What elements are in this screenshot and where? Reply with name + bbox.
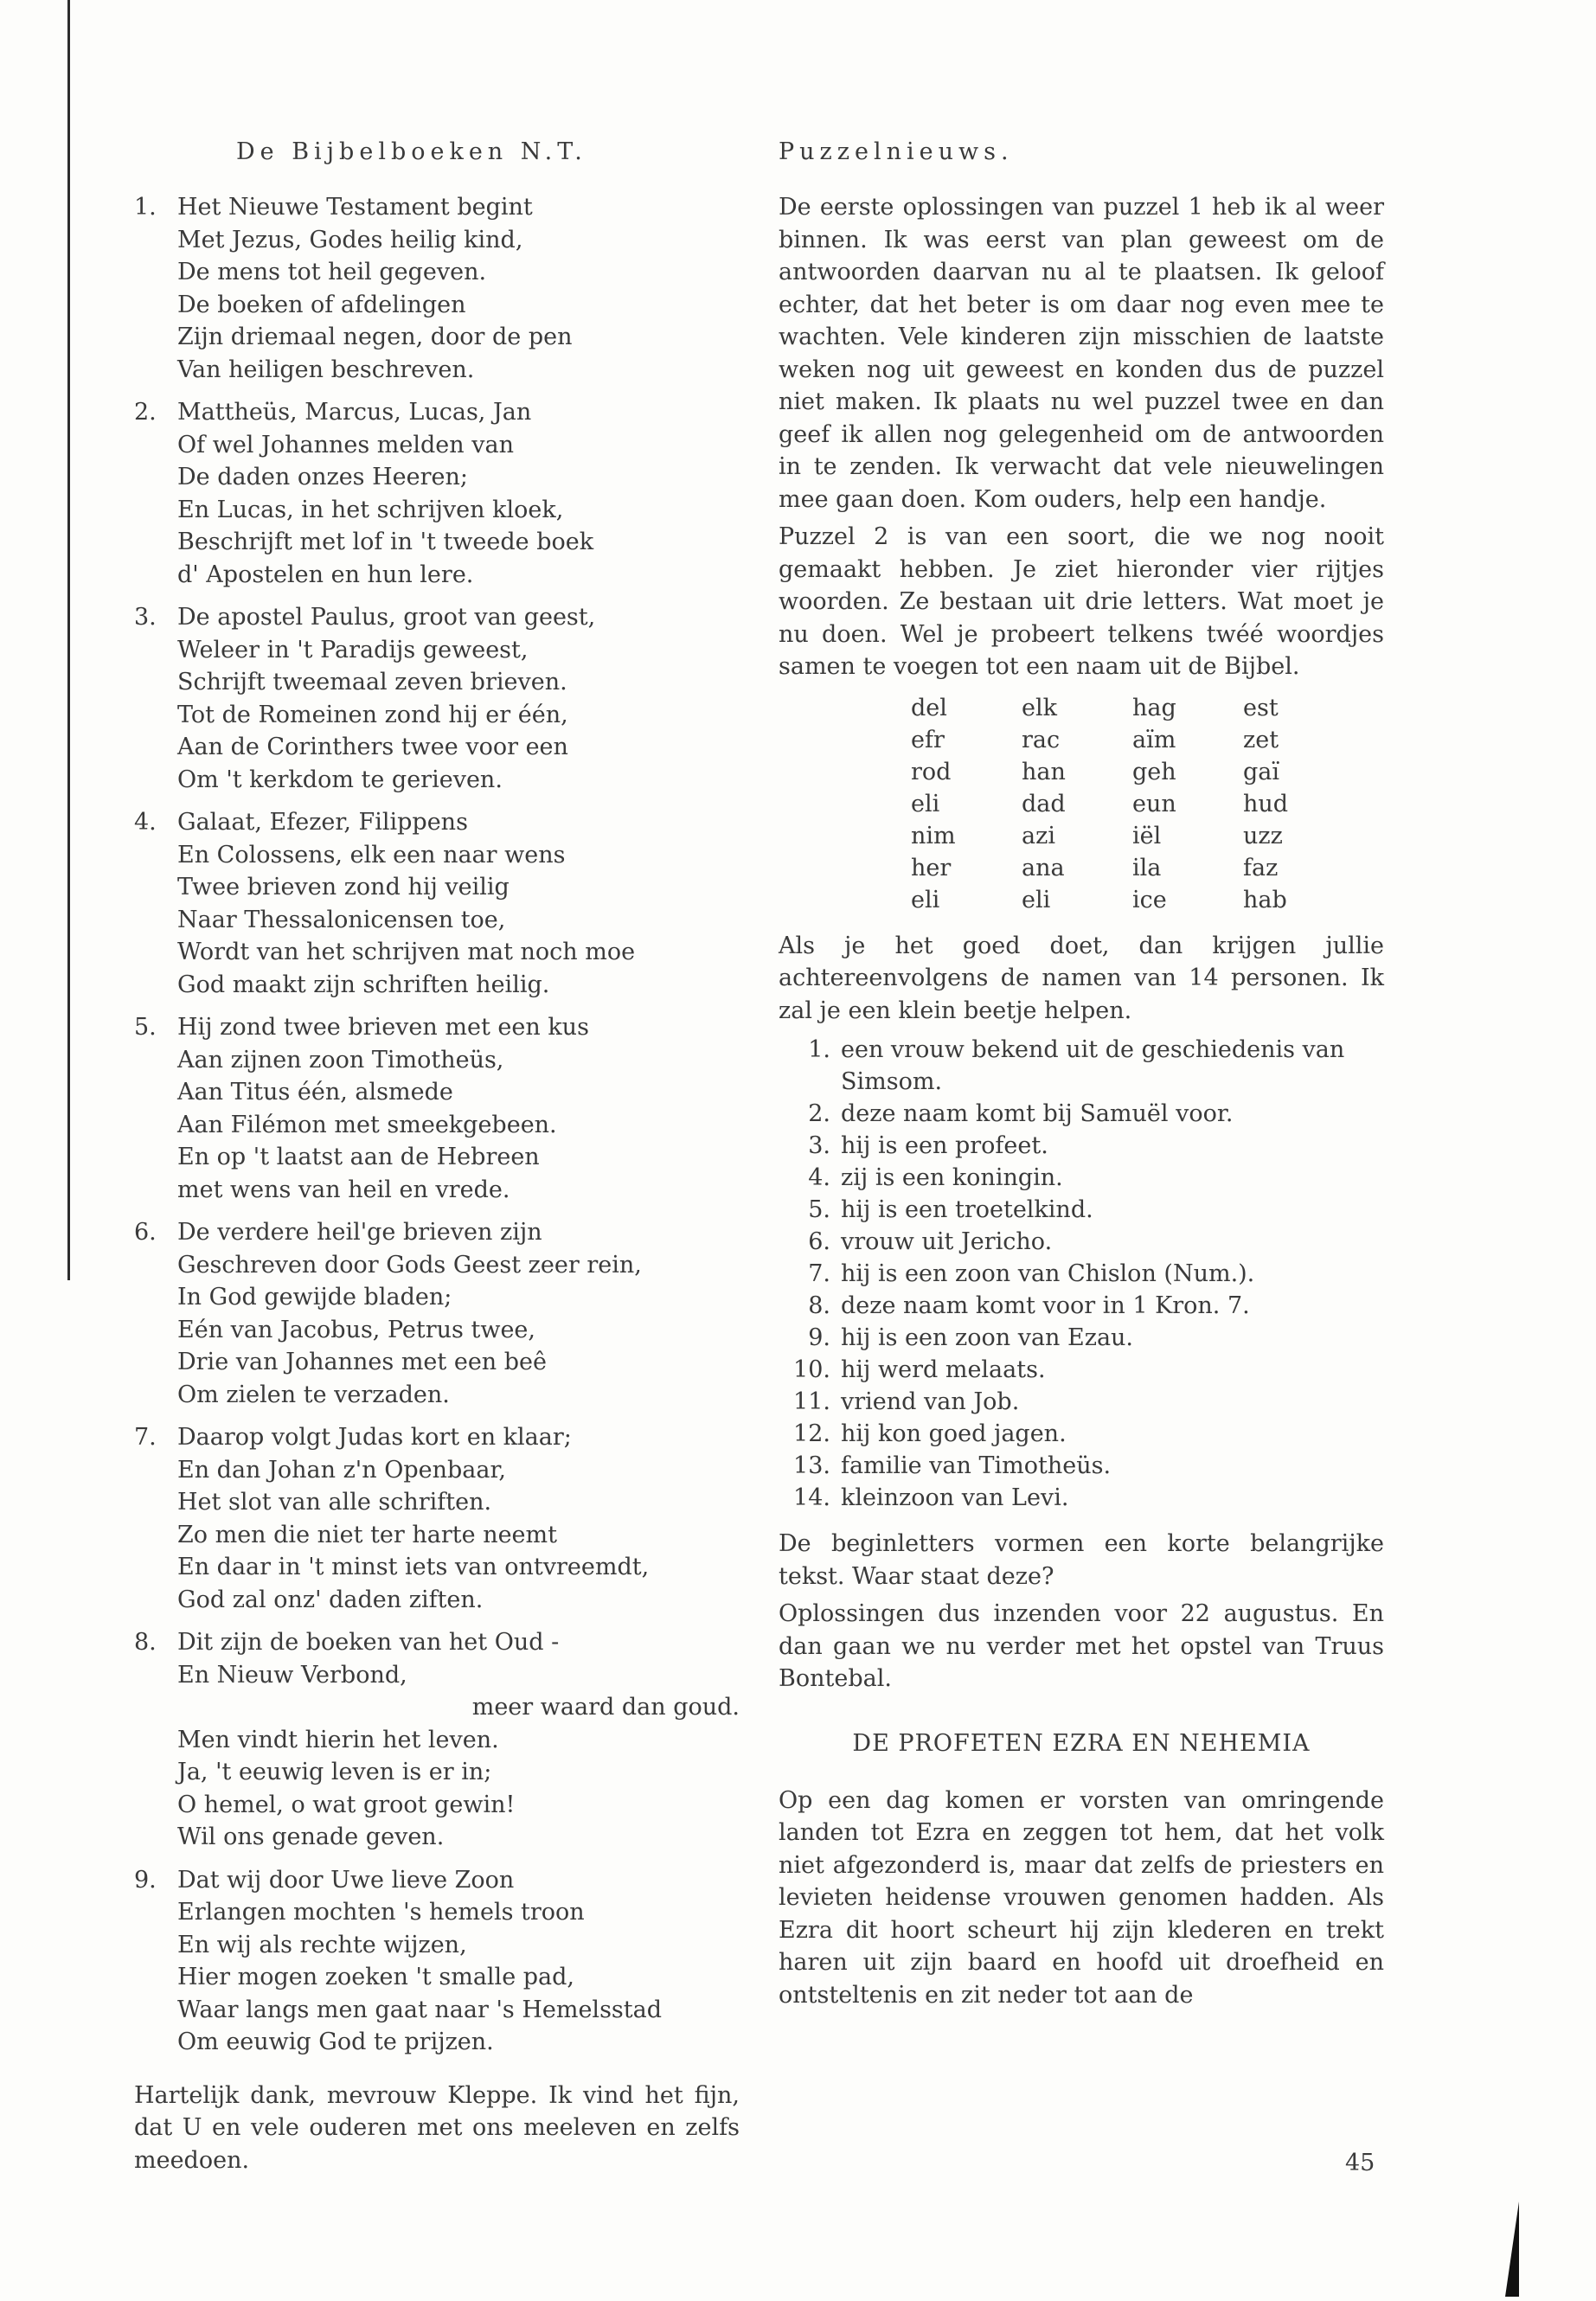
word-cell: eli <box>1022 886 1051 913</box>
verse-line: En Nieuw Verbond, <box>177 1661 407 1689</box>
stanza <box>134 1421 740 1616</box>
verse-line: Om 't kerkdom te gerieven. <box>177 766 503 793</box>
stanza <box>134 1216 740 1411</box>
verse-line: Hier mogen zoeken 't smalle pad, <box>177 1964 574 1990</box>
word-cell: hud <box>1243 790 1289 817</box>
word-cell: rod <box>911 758 952 785</box>
word-row <box>904 820 1347 852</box>
word-cell: aïm <box>1132 726 1176 753</box>
verse-line: En Colossens, elk een naar wens <box>177 841 566 868</box>
clue-number: 7. <box>808 1260 830 1287</box>
stanza-number: 8. <box>134 1629 157 1656</box>
verse-line: Mattheüs, Marcus, Lucas, Jan <box>177 399 532 426</box>
clue-item <box>779 1354 1384 1386</box>
verse-line: Galaat, Efezer, Filippens <box>177 809 468 836</box>
verse-line: Aan zijnen zoon Timotheüs, <box>177 1046 504 1074</box>
verse-line: Van heiligen beschreven. <box>177 356 475 383</box>
clue-number: 2. <box>808 1100 830 1127</box>
word-cell: nim <box>911 822 956 849</box>
word-row <box>904 852 1347 884</box>
clue-text: deze naam komt bij Samuël voor. <box>841 1100 1234 1127</box>
verse-line: d' Apostelen en hun lere. <box>177 561 474 588</box>
stanza-number: 7. <box>134 1424 157 1451</box>
verse-line: God zal onz' daden ziften. <box>177 1586 484 1613</box>
verse-line: meer waard dan goud. <box>471 1694 740 1721</box>
verse-line: Tot de Romeinen zond hij er één, <box>177 701 568 728</box>
verse-line: En Lucas, in het schrijven kloek, <box>177 496 564 523</box>
word-row <box>904 788 1347 820</box>
verse-line: Geschreven door Gods Geest zeer rein, <box>177 1251 642 1279</box>
clue-number: 3. <box>808 1132 830 1159</box>
verse-line: Wil ons genade geven. <box>177 1823 445 1850</box>
clue-item <box>779 1386 1384 1418</box>
word-table <box>904 692 1347 916</box>
clue-text: familie van Timotheüs. <box>841 1452 1112 1479</box>
word-cell: eun <box>1132 790 1176 817</box>
word-cell: efr <box>911 726 945 753</box>
word-cell: hab <box>1243 886 1287 913</box>
verse-line: Aan de Corinthers twee voor een <box>177 734 568 760</box>
clue-number: 6. <box>808 1228 830 1255</box>
clue-number: 14. <box>793 1484 830 1511</box>
word-cell: ila <box>1132 854 1162 881</box>
verse-line: O hemel, o wat groot gewin! <box>177 1791 516 1818</box>
clue-number: 4. <box>808 1164 830 1191</box>
verse-line: Beschrijft met lof in 't tweede boek <box>177 529 594 555</box>
verse-line: Ja, 't eeuwig leven is er in; <box>177 1759 492 1785</box>
verse-line: De daden onzes Heeren; <box>177 464 468 490</box>
stanza <box>134 1626 740 1854</box>
paragraph: Oplossingen dus inzenden voor 22 augustus. En dan gaan we nu verder met het opstel van Truus Bontebal. <box>779 1600 1384 1692</box>
word-cell: iël <box>1132 822 1162 849</box>
clue-list <box>779 1034 1384 1514</box>
margin-rule <box>67 0 70 1280</box>
stanza-number: 9. <box>134 1866 157 1894</box>
verse-line: Zijn driemaal negen, door de pen <box>177 324 573 350</box>
stanza <box>134 191 740 386</box>
verse-line: Wordt van het schrijven mat noch moe <box>177 939 636 965</box>
word-cell: azi <box>1022 822 1055 849</box>
closing-paragraph: Hartelijk dank, mevrouw Kleppe. Ik vind het fijn, dat U en vele ouderen met ons meeleven en zelfs meedoen. <box>134 2081 740 2174</box>
verse-line: God maakt zijn schriften heilig. <box>177 971 550 998</box>
clue-number: 8. <box>808 1292 830 1319</box>
verse-line: Aan Titus één, alsmede <box>177 1079 453 1106</box>
clue-item <box>779 1034 1384 1098</box>
puzzle-heading: Puzzelnieuws. <box>779 138 1014 165</box>
clue-number: 12. <box>793 1420 830 1447</box>
verse-line: Erlangen mochten 's hemels troon <box>177 1899 585 1926</box>
stanza-number: 3. <box>134 604 157 631</box>
word-row <box>904 692 1347 724</box>
word-cell: rac <box>1022 726 1061 753</box>
clue-number: 9. <box>808 1324 830 1351</box>
word-cell: gaï <box>1243 758 1280 785</box>
clue-number: 10. <box>793 1356 830 1383</box>
word-cell: faz <box>1243 854 1279 881</box>
verse-line: En op 't laatst aan de Hebreen <box>177 1144 540 1170</box>
clue-text: hij kon goed jagen. <box>841 1420 1067 1447</box>
verse-line: Eén van Jacobus, Petrus twee, <box>177 1316 535 1343</box>
clue-item <box>779 1482 1384 1514</box>
verse-line: In God gewijde bladen; <box>177 1284 452 1311</box>
verse-line: En wij als rechte wijzen, <box>177 1931 467 1958</box>
verse-line: En daar in 't minst iets van ontvreemdt, <box>177 1554 650 1580</box>
clue-item <box>779 1418 1384 1450</box>
clue-item <box>779 1258 1384 1290</box>
word-cell: geh <box>1132 758 1176 785</box>
stanza-number: 1. <box>134 194 157 221</box>
stanza <box>134 396 740 591</box>
page-number: 45 <box>1345 2150 1375 2176</box>
verse-line: Met Jezus, Godes heilig kind, <box>177 226 523 253</box>
word-row <box>904 756 1347 788</box>
verse-line: De apostel Paulus, groot van geest, <box>177 604 596 631</box>
word-cell: han <box>1022 758 1066 785</box>
clue-item <box>779 1162 1384 1194</box>
corner-mark <box>1505 2202 1519 2297</box>
word-cell: elk <box>1022 694 1057 721</box>
clue-number: 13. <box>793 1452 830 1479</box>
verse-line: Om zielen te verzaden. <box>177 1381 450 1408</box>
right-column <box>779 138 1384 2016</box>
verse-line: Aan Filémon met smeekgebeen. <box>177 1111 557 1138</box>
word-cell: ice <box>1132 886 1167 913</box>
verse-line: De mens tot heil gegeven. <box>177 259 487 285</box>
word-cell: zet <box>1243 726 1279 753</box>
verse-line: Zo men die niet ter harte neemt <box>177 1521 557 1548</box>
clue-text: een vrouw bekend uit de geschiedenis van Simsom. <box>841 1036 1345 1095</box>
clue-text: zij is een koningin. <box>841 1164 1063 1191</box>
stanza <box>134 806 740 1001</box>
stanza <box>134 1864 740 2059</box>
verse-line: Dit zijn de boeken van het Oud - <box>177 1629 560 1656</box>
clue-text: hij is een troetelkind. <box>841 1196 1093 1223</box>
left-column <box>134 138 740 2182</box>
word-row <box>904 884 1347 916</box>
clue-item <box>779 1194 1384 1226</box>
clue-text: hij is een zoon van Chislon (Num.). <box>841 1260 1255 1287</box>
verse-line: Om eeuwig God te prijzen. <box>177 2029 494 2055</box>
verse-line: met wens van heil en vrede. <box>177 1176 510 1203</box>
clue-text: hij werd melaats. <box>841 1356 1046 1383</box>
paragraph: De eerste oplossingen van puzzel 1 heb ik al weer binnen. Ik was eerst van plan geweest om de antwoorden daarvan nu al te plaatsen. Ik geloof echter, dat het beter is om daar nog even mee te wachten. Vele kinderen zijn misschien de laatste weken nog uit geweest en konden dus de puzzel niet maken. Ik plaats nu wel puzzel twee en dan geef ik allen nog gelegenheid om de antwoorden in te zenden. Ik verwacht dat vele nieuwelingen mee gaan doen. Kom ouders, help een handje. <box>779 194 1384 513</box>
clue-item <box>779 1290 1384 1322</box>
verse-line: Schrijft tweemaal zeven brieven. <box>177 669 567 695</box>
stanza-number: 4. <box>134 809 157 836</box>
stanza <box>134 601 740 796</box>
word-cell: ana <box>1022 854 1065 881</box>
clue-item <box>779 1322 1384 1354</box>
verse-line: Dat wij door Uwe lieve Zoon <box>177 1866 515 1894</box>
clue-text: kleinzoon van Levi. <box>841 1484 1069 1511</box>
verse-line: Naar Thessalonicensen toe, <box>177 906 506 933</box>
clue-item <box>779 1450 1384 1482</box>
word-cell: dad <box>1022 790 1066 817</box>
stanza-number: 6. <box>134 1219 157 1246</box>
verse-line: Waar langs men gaat naar 's Hemelsstad <box>177 1996 663 2023</box>
clue-item <box>779 1130 1384 1162</box>
paragraph: Op een dag komen er vorsten van omringende landen tot Ezra en zeggen tot hem, dat het volk niet afgezonderd is, maar dat zelfs de priesters en levieten heidense vrouwen genomen hadden. Als Ezra dit hoort scheurt hij zijn klederen en trekt haren uit zijn baard en hoofd uit droefheid en ontsteltenis en zit neder tot aan de <box>779 1786 1384 2009</box>
verse-line: En dan Johan z'n Openbaar, <box>177 1456 506 1484</box>
word-cell: hag <box>1132 694 1176 721</box>
verse-line: De boeken of afdelingen <box>177 291 466 318</box>
clue-text: hij is een zoon van Ezau. <box>841 1324 1134 1351</box>
word-row <box>904 724 1347 756</box>
clue-number: 11. <box>793 1388 830 1415</box>
poem-heading: De Bijbelboeken N.T. <box>236 138 587 165</box>
stanza <box>134 1011 740 1206</box>
verse-line: Twee brieven zond hij veilig <box>177 874 510 901</box>
paragraph: Puzzel 2 is van een soort, die we nog nooit gemaakt hebben. Je ziet hieronder vier rijtjes woorden. Ze bestaan uit drie letters. Wat moet je nu doen. Wel je probeert telkens twéé woordjes samen te voegen tot een naam uit de Bijbel. <box>779 523 1384 680</box>
word-cell: uzz <box>1243 822 1283 849</box>
clue-text: vrouw uit Jericho. <box>841 1228 1053 1255</box>
paragraph: De beginletters vormen een korte belangrijke tekst. Waar staat deze? <box>779 1530 1384 1590</box>
clue-text: deze naam komt voor in 1 Kron. 7. <box>841 1292 1250 1319</box>
word-cell: her <box>911 854 952 881</box>
verse-line: Men vindt hierin het leven. <box>177 1726 499 1753</box>
word-cell: eli <box>911 790 940 817</box>
clue-item <box>779 1226 1384 1258</box>
verse-line: Hij zond twee brieven met een kus <box>177 1014 589 1041</box>
stanza-number: 2. <box>134 399 157 426</box>
section-title: DE PROFETEN EZRA EN NEHEMIA <box>852 1729 1311 1757</box>
clue-number: 1. <box>808 1036 830 1063</box>
clue-item <box>779 1098 1384 1130</box>
clue-text: hij is een profeet. <box>841 1132 1048 1159</box>
verse-line: De verdere heil'ge brieven zijn <box>177 1219 542 1246</box>
verse-line: Drie van Johannes met een beê <box>177 1349 548 1375</box>
stanza-number: 5. <box>134 1014 157 1041</box>
word-cell: eli <box>911 886 940 913</box>
verse-line: Of wel Johannes melden van <box>177 431 514 458</box>
verse-line: Het slot van alle schriften. <box>177 1489 492 1516</box>
clue-text: vriend van Job. <box>841 1388 1020 1415</box>
word-cell: del <box>911 694 947 721</box>
paragraph: Als je het goed doet, dan krijgen jullie achtereenvolgens de namen van 14 personen. Ik zal je een klein beetje helpen. <box>779 932 1384 1024</box>
verse-line: Weleer in 't Paradijs geweest, <box>177 636 529 663</box>
verse-line: Daarop volgt Judas kort en klaar; <box>177 1424 572 1451</box>
clue-number: 5. <box>808 1196 830 1223</box>
word-cell: est <box>1243 694 1279 721</box>
verse-line: Het Nieuwe Testament begint <box>177 194 533 221</box>
